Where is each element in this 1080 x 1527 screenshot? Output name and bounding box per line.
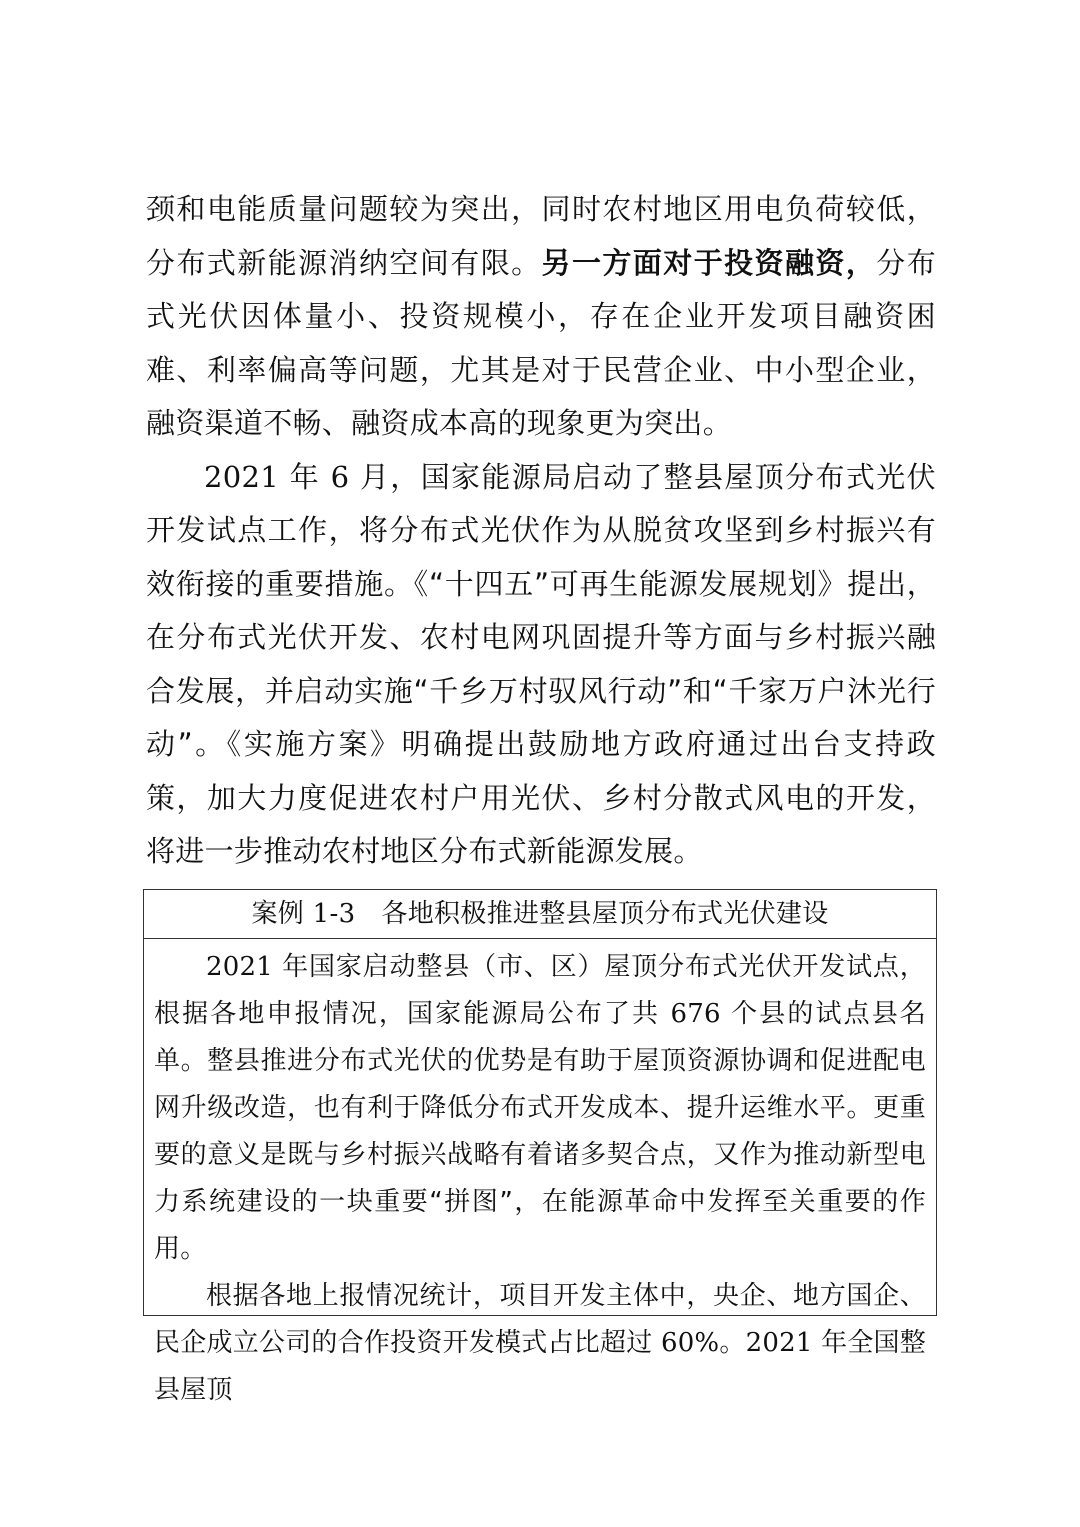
year: 2021 bbox=[204, 459, 280, 494]
paragraph-pilot bbox=[146, 451, 936, 879]
paragraph-text: 分布式光伏因体量小、投资规模小，存在企业开发项目融资困难、利率偏高等问题，尤其是对于民营企业、中小型企业，融资渠道不畅、融资成本高的现象更为突出。 bbox=[146, 245, 936, 440]
month: 6 bbox=[330, 459, 350, 494]
case-heading: 各地积极推进整县屋顶分布式光伏建设 bbox=[381, 899, 829, 929]
percentage: 60% bbox=[660, 1328, 720, 1358]
case-text: 年全国整县屋顶 bbox=[154, 1328, 926, 1405]
case-text: 根据各地上报情况统计，项目开发主体中，央企、地方国企、民企成立公司的合作投资开发模式占比超过 bbox=[154, 1281, 926, 1358]
case-title bbox=[144, 890, 936, 939]
case-text: 个县的试点县名单。整县推进分布式光伏的优势是有助于屋顶资源协调和促进配电网升级改造，也有利于降低分布式开发成本、提升运维水平。更重要的意义是既与乡村振兴战略有着诸多契合点，又作为推动新型电力系统建设的一块重要“拼图”，在能源革命中发挥至关重要的作用。 bbox=[154, 999, 927, 1264]
case-number: 1-3 bbox=[312, 899, 356, 929]
year-unit: 年 bbox=[289, 459, 320, 494]
year: 2021 bbox=[206, 952, 273, 982]
month-unit: 月， bbox=[359, 459, 421, 494]
case-text: 年国家启动整县（市、区）屋顶分布式光伏开发试点，根据各地申报情况，国家能源局公布了共 bbox=[154, 952, 926, 1029]
paragraph-text: 颈和电能质量问题较为突出，同时农村地区用电负荷较低，分布式新能源消纳空间有限。 bbox=[146, 192, 936, 280]
bold-heading: 另一方面对于投资融资， bbox=[541, 245, 877, 280]
case-paragraph bbox=[154, 1273, 926, 1414]
paragraph-text: 国家能源局启动了整县屋顶分布式光伏开发试点工作，将分布式光伏作为从脱贫攻坚到乡村振兴有效衔接的重要措施。《“十四五”可再生能源发展规划》提出，在分布式光伏开发、农村电网巩固提升等方面与乡村振兴融合发展，并启动实施“千乡万村驭风行动”和“千家万户沐光行动”。《实施方案》明确提出鼓励地方政府通过出台支持政策，加大力度促进农村户用光伏、乡村分散式风电的开发，将进一步推动农村地区分布式新能源发展。 bbox=[146, 459, 936, 868]
case-body bbox=[144, 939, 936, 1414]
case-label: 案例 bbox=[251, 899, 305, 929]
paragraph-financing bbox=[146, 183, 936, 451]
county-count: 676 bbox=[670, 999, 721, 1029]
case-text: 。 bbox=[719, 1328, 746, 1358]
year: 2021 bbox=[745, 1328, 813, 1358]
main-text bbox=[146, 183, 936, 879]
case-paragraph bbox=[154, 944, 926, 1273]
case-box bbox=[143, 889, 937, 1405]
